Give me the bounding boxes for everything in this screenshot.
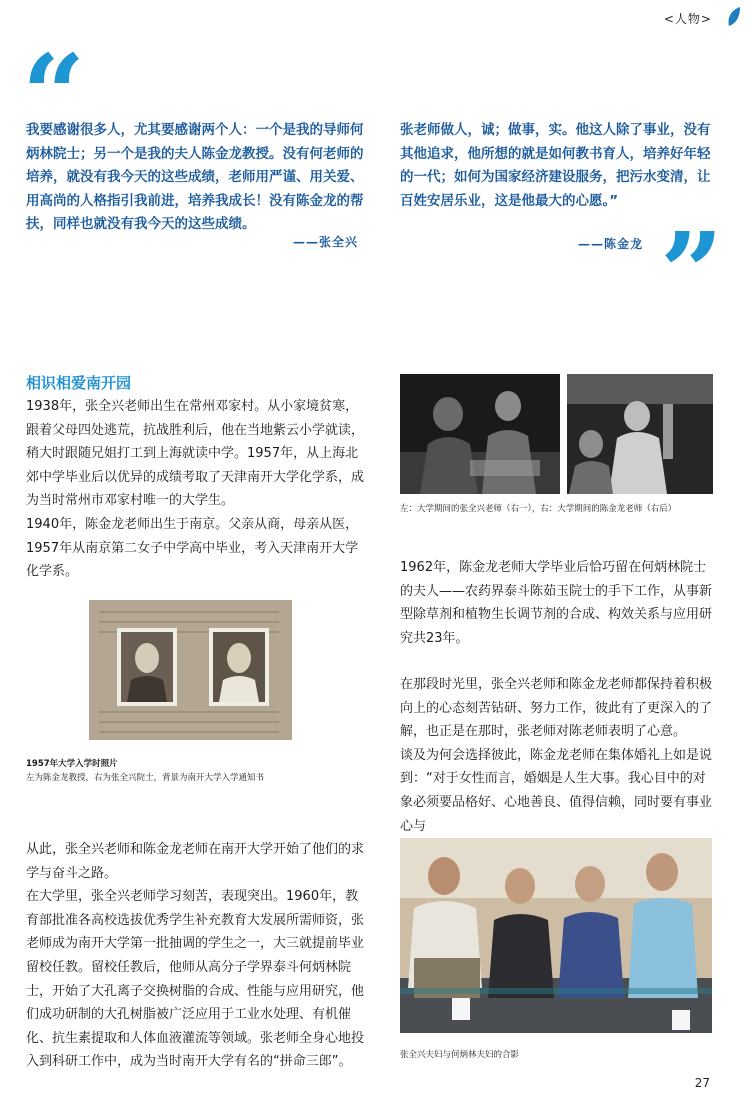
section-tag: <人物> [663, 12, 712, 26]
paragraph-courtship: 在那段时光里，张全兴老师和陈金龙老师都保持着积极向上的心态刻苦钻研、努力工作，彼此有了更深入的了解，也正是在那时，张老师对陈老师表明了心意。 [400, 677, 713, 740]
caption-top-photos: 左：大学期间的张全兴老师（右一），右：大学期间的陈金龙老师（右后） [400, 504, 677, 514]
paragraph-zhang-research: 在大学里，张全兴老师学习刻苦，表现突出。1960年，教育部批准各高校选拔优秀学生补充教育大发展所需师资，张老师成为南开大学第一批抽调的学生之一，大三就提前毕业留校任教。留校任教后，他师从高分子学界泰斗何炳林院士，开始了大孔离子交换树脂的合成、性能与应用研究，他们成功研制的大孔树脂被广泛应用于工业水处理、有机催化、抗生素提取和人体血液灌流等领域。张老师全身心地投入到科研工作中，成为当时南开大学有名的“拼命三郎”。 [26, 889, 365, 1070]
leaf-icon [726, 6, 742, 28]
caption-admission-detail: 左为陈金龙教授，右为张全兴院士，背景为南开大学入学通知书 [26, 773, 265, 783]
section-title: 相识相爱南开园 [26, 374, 132, 392]
col2-text-b [400, 673, 718, 838]
col1-text-a [26, 395, 371, 584]
caption-admission-photo [26, 757, 371, 785]
quote-chen: 张老师做人，诚；做事，实。他这人除了事业，没有其他追求，他所想的就是如何教书育人，培养好年轻的一代；如何为国家经济建设服务，把污水变清，让百姓安居乐业，这是他最大的心愿。” [400, 122, 711, 209]
photo-group [400, 838, 712, 1033]
paragraph-chen-career: 1962年，陈金龙老师大学毕业后恰巧留在何炳林院士的夫人——农药界泰斗陈茹玉院士的手下工作，从事新型除草剂和植物生长调节剂的合成、构效关系与应用研究共23年。 [400, 560, 713, 646]
photo-chen-university [567, 374, 713, 494]
paragraph-zhang-bio: 1938年，张全兴老师出生在常州邓家村。从小家境贫寒，跟着父母四处逃荒，抗战胜利后，他在当地紫云小学就读，稍大时跟随兄姐打工到上海就读中学。1957年，从上海北郊中学毕业后以优异的成绩考取了天津南开大学化学系，成为当时常州市邓家村唯一的大学生。 [26, 399, 365, 509]
photo-zhang-university [400, 374, 560, 494]
caption-admission-title: 1957年大学入学时照片 [26, 759, 118, 769]
col1-text-b [26, 838, 371, 1074]
col2-text-a [400, 556, 718, 650]
caption-group-photo: 张全兴夫妇与何炳林夫妇的合影 [400, 1050, 520, 1060]
quote-zhang: 我要感谢很多人，尤其要感谢两个人：一个是我的导师何炳林院士；另一个是我的夫人陈金龙教授。没有何老师的培养，就没有我今天的这些成绩，老师用严谨、用关爱、用高尚的人格指引我前进，培养我成长！没有陈金龙的帮扶，同样也就没有我今天的这些成绩。 [26, 122, 364, 232]
photo-admission-notice [89, 600, 292, 740]
paragraph-chen-bio: 1940年，陈金龙老师出生于南京。父亲从商，母亲从医，1957年从南京第二女子中学高中毕业，考入天津南开大学化学系。 [26, 516, 359, 580]
open-quote-icon: “ [22, 30, 86, 159]
quote-chen-attribution: ——陈金龙 [578, 237, 644, 251]
paragraph-start-journey: 从此，张全兴老师和陈金龙老师在南开大学开始了他们的求学与奋斗之路。 [26, 842, 365, 881]
paragraph-wedding-speech: 谈及为何会选择彼此，陈金龙老师在集体婚礼上如是说到：“对于女性而言，婚姻是人生大事。我心目中的对象必须要品格好、心地善良、值得信赖，同时要有事业心与 [400, 747, 713, 834]
quote-zhang-attribution: ——张全兴 [293, 235, 359, 249]
close-quote-icon: ” [660, 208, 724, 337]
page-number: 27 [694, 1076, 710, 1090]
